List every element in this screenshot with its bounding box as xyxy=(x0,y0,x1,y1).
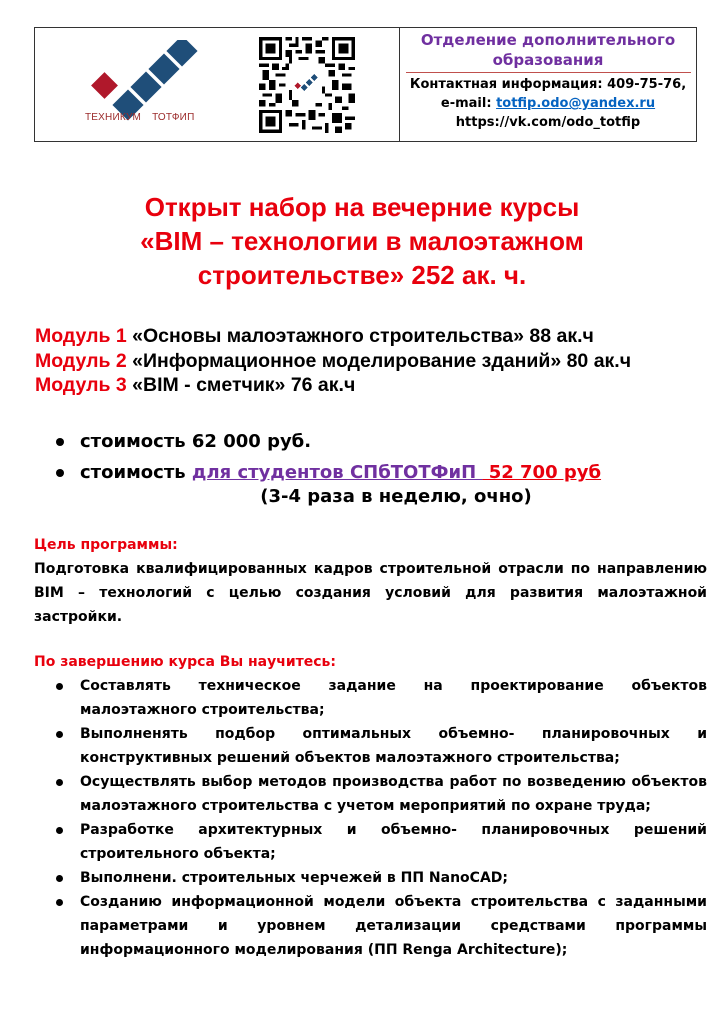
price-regular-text: стоимость 62 000 руб. xyxy=(80,431,312,452)
schedule-frequency: (3-4 раза в неделю, очно) xyxy=(260,486,532,507)
contact-info xyxy=(400,75,696,132)
module-label: Модуль 2 xyxy=(35,349,127,372)
email-link[interactable]: totfip.odo@yandex.ru xyxy=(496,96,656,111)
logo-text xyxy=(85,112,205,123)
module-text: «Информационное моделирование зданий» 80 ак.ч xyxy=(126,349,632,372)
org-title xyxy=(400,30,696,70)
skill-item: Осуществлять выбор методов производства работ по возведению объектов малоэтажного строительства с учетом мероприятий по охране труда; xyxy=(34,770,707,818)
skills-section xyxy=(34,650,707,962)
skill-item: Составлять техническое задание на проектирование объектов малоэтажного строительства; xyxy=(34,674,707,722)
header-divider xyxy=(406,72,691,73)
price-student-group: для студентов СПбТОТФиП xyxy=(191,462,483,483)
price-student-prefix: стоимость xyxy=(80,462,192,483)
org-title-line2: образования xyxy=(492,51,604,69)
skill-item: Выполнени. строительных черчежей в ПП NanoCAD; xyxy=(34,866,707,890)
skill-item: Разработке архитектурных и объемно- планировочных решений строительного объекта; xyxy=(34,818,707,866)
goal-text: Подготовка квалифицированных кадров строительной отрасли по направлению BIM – технологий с целью создания условий для развития малоэтажной застройки. xyxy=(34,561,707,625)
logo-text-right: ТОТФИП xyxy=(152,112,195,123)
email-label: e-mail: xyxy=(440,96,497,111)
page-title xyxy=(0,190,724,292)
skill-item: Созданию информационной модели объекта строительства с заданными параметрами и уровнем детализации средствами программы информационного моделирования (ПП Renga Architecture); xyxy=(34,890,707,962)
module-item-3 xyxy=(35,373,631,398)
module-text: «BIM - сметчик» 76 ак.ч xyxy=(126,374,356,396)
price-regular xyxy=(56,426,601,457)
title-line3: строительстве» 252 ак. ч. xyxy=(197,260,527,290)
skills-list xyxy=(34,674,707,962)
module-label: Модуль 1 xyxy=(35,325,127,347)
module-item-1 xyxy=(35,324,631,349)
goal-label: Цель программы: xyxy=(34,537,178,553)
logo-text-left: ТЕХНИКУМ xyxy=(85,112,142,123)
module-text: «Основы малоэтажного строительства» 88 ак.ч xyxy=(126,325,594,347)
module-item-2 xyxy=(35,349,631,374)
prices-list xyxy=(56,426,601,488)
title-line2: «BIM – технологии в малоэтажном xyxy=(140,226,584,256)
contact-phone: Контактная информация: 409-75-76, xyxy=(409,77,687,92)
vk-link[interactable]: https://vk.com/odo_totfip xyxy=(455,115,641,130)
qr-code-icon[interactable] xyxy=(259,37,355,133)
skills-label: По завершению курса Вы научитесь: xyxy=(34,654,336,670)
org-title-line1: Отделение дополнительного xyxy=(420,31,676,49)
bullet-icon xyxy=(56,438,64,446)
modules-list xyxy=(35,324,631,398)
header-logo-cell xyxy=(35,28,400,141)
contact-email-row xyxy=(400,94,696,113)
title-line1: Открыт набор на вечерние курсы xyxy=(144,192,580,222)
header-table xyxy=(34,27,697,142)
header-contact-cell xyxy=(400,28,696,141)
price-student xyxy=(56,457,601,488)
skill-item: Выполненять подбор оптимальных объемно- планировочных и конструктивных решений объектов малоэтажного строительства; xyxy=(34,722,707,770)
module-label: Модуль 3 xyxy=(35,374,127,396)
price-student-amount: 52 700 руб xyxy=(482,462,602,483)
bullet-icon xyxy=(56,469,64,477)
goal-section xyxy=(34,533,707,629)
